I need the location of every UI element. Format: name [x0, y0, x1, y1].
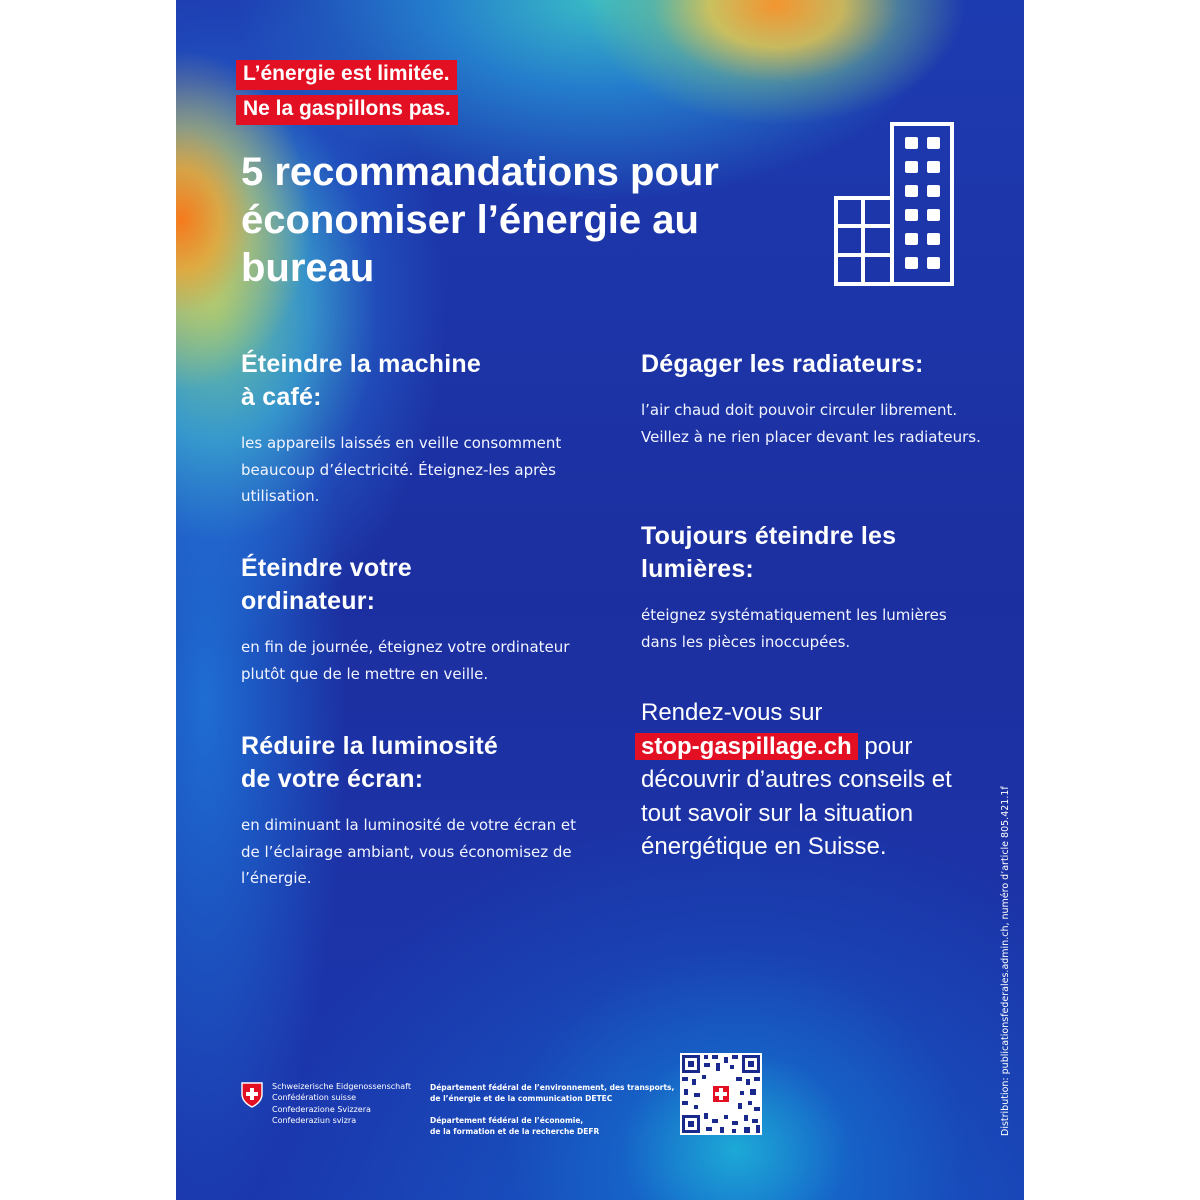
- tip-title-line: Réduire la luminosité: [241, 732, 499, 760]
- tip-body: les appareils laissés en veille consomment beaucoup d’électricité. Éteignez-les après utilisation.: [241, 434, 562, 505]
- tip-title: [241, 730, 591, 796]
- tip-coffee-machine: [241, 348, 591, 510]
- tip-body: en diminuant la luminosité de votre écran et de l’éclairage ambiant, vous économisez de l’énergie.: [241, 816, 576, 887]
- office-building-icon: [832, 120, 956, 292]
- tip-title-line: Toujours éteindre les: [641, 522, 897, 550]
- department-line: de la formation et de la recherche DEFR: [430, 1126, 600, 1136]
- tip-body: l’air chaud doit pouvoir circuler librement. Veillez à ne rien placer devant les radiateurs.: [641, 401, 981, 446]
- tip-title-line: Éteindre la machine: [241, 350, 481, 378]
- slogan-line-1: L’énergie est limitée.: [236, 60, 457, 90]
- qr-code[interactable]: [680, 1053, 762, 1135]
- call-to-action: [641, 696, 981, 864]
- slogan-line-2: Ne la gaspillons pas.: [236, 95, 458, 125]
- confederation-line: Confédération suisse: [272, 1093, 357, 1103]
- tip-title: [241, 348, 591, 414]
- footer: [176, 1080, 1024, 1150]
- cta-rest: découvrir d’autres conseils et tout savoir sur la situation énergétique en Suisse.: [641, 766, 952, 860]
- confederation-line: Confederaziun svizra: [272, 1115, 357, 1125]
- distribution-note: Distribution: publicationsfederales.admin.ch, numéro d’article 805.421.1f: [1000, 786, 1011, 1136]
- tip-title-line: Dégager les radiateurs:: [641, 350, 924, 378]
- confederation-name: [272, 1081, 411, 1126]
- confederation-line: Confederazione Svizzera: [272, 1104, 371, 1114]
- departments: [430, 1083, 674, 1137]
- tip-title-line: ordinateur:: [241, 587, 376, 615]
- tip-title: [241, 552, 591, 618]
- tip-title-line: Éteindre votre: [241, 554, 412, 582]
- tip-body: éteignez systématiquement les lumières dans les pièces inoccupées.: [641, 606, 947, 651]
- tip-title-line: à café:: [241, 383, 322, 411]
- tip-title-line: de votre écran:: [241, 765, 424, 793]
- stop-gaspillage-link[interactable]: stop-gaspillage.ch: [635, 733, 858, 760]
- tip-radiators: [641, 348, 981, 450]
- department-line: Département fédéral de l’environnement, des transports,: [430, 1083, 675, 1092]
- cta-intro: Rendez-vous sur: [641, 699, 823, 726]
- tip-title-line: lumières:: [641, 555, 754, 583]
- page-title: 5 recommandations pour économiser l’énergie au bureau: [241, 150, 719, 290]
- department-line: de l’énergie et de la communication DETEC: [430, 1093, 613, 1103]
- poster: [176, 0, 1024, 1200]
- cta-after-link: pour: [864, 732, 913, 760]
- tip-title: [641, 348, 981, 381]
- tip-body: en fin de journée, éteignez votre ordinateur plutôt que de le mettre en veille.: [241, 638, 570, 683]
- swiss-coat-of-arms-icon: [241, 1082, 263, 1108]
- tip-title: [641, 520, 981, 586]
- tip-computer: [241, 552, 591, 687]
- tip-lights: [641, 520, 981, 655]
- tip-screen-brightness: [241, 730, 591, 892]
- confederation-line: Schweizerische Eidgenossenschaft: [272, 1082, 411, 1091]
- department-line: Département fédéral de l’économie,: [430, 1116, 584, 1125]
